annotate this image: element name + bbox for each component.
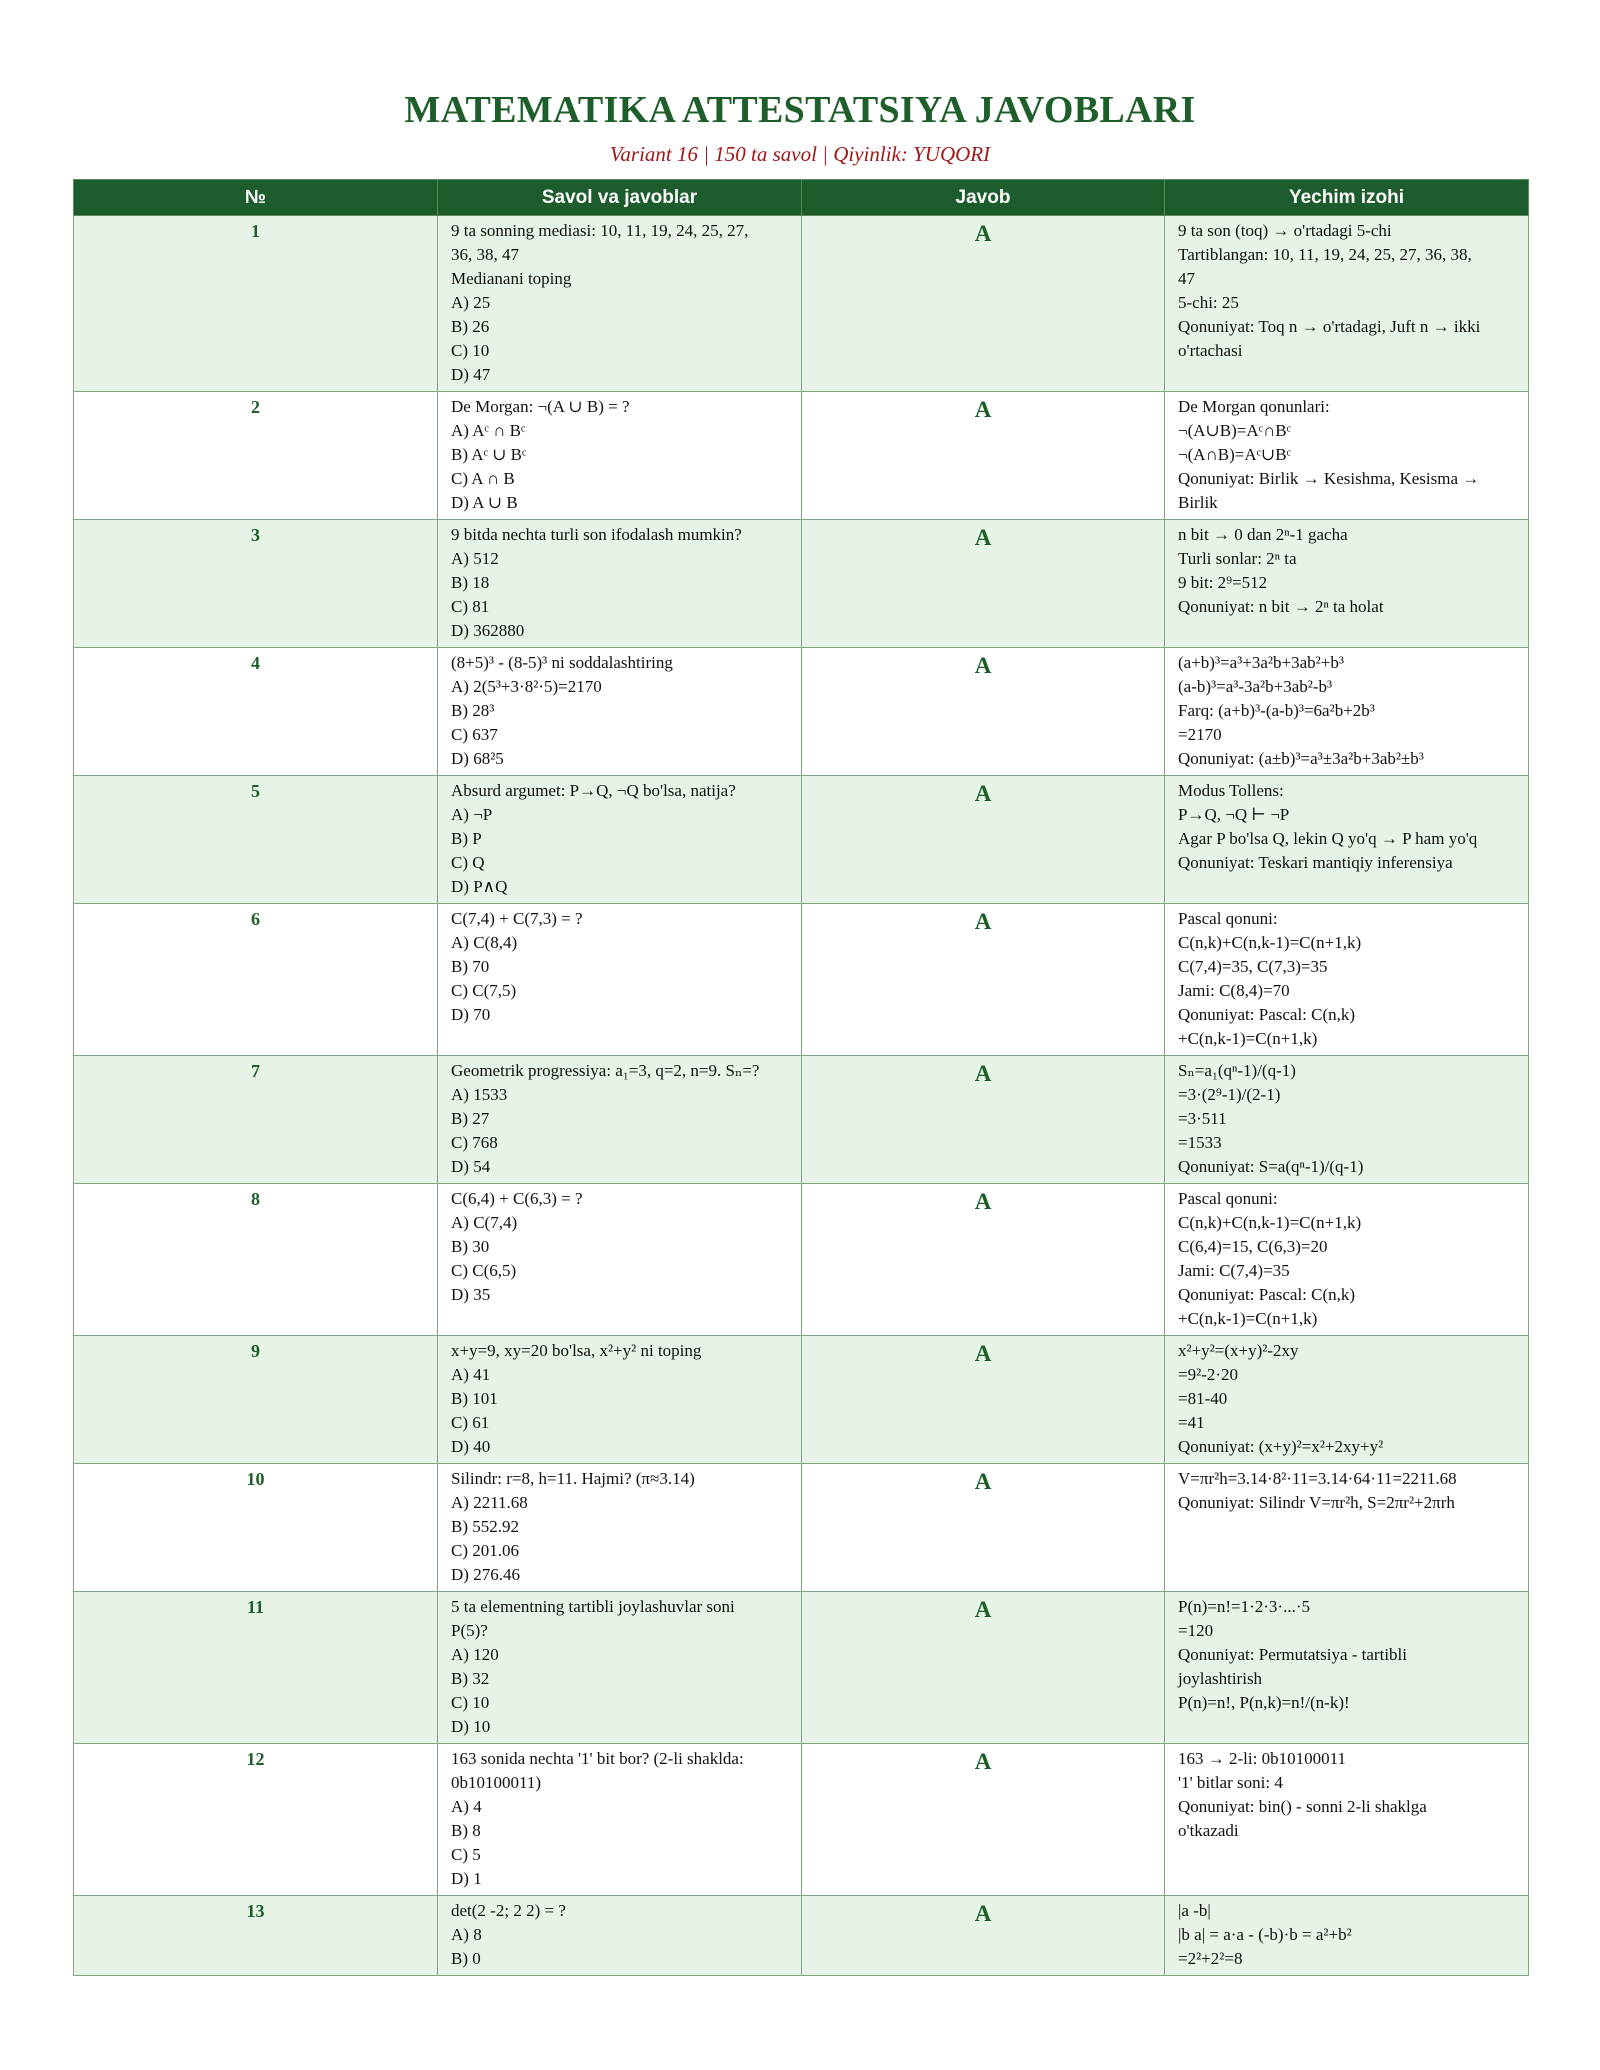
- answer-letter: A: [802, 1336, 1165, 1464]
- explanation-line: 9 ta son (toq) → o'rtadagi 5-chi: [1178, 221, 1392, 240]
- table-row: [74, 904, 1529, 1056]
- explanation-line: =1533: [1178, 1133, 1222, 1152]
- explanation-line: +C(n,k-1)=C(n+1,k): [1178, 1309, 1318, 1328]
- question-line: D) 70: [451, 1005, 491, 1024]
- question-line: B) Aᶜ ∪ Bᶜ: [451, 445, 527, 464]
- question-line: A) Aᶜ ∩ Bᶜ: [451, 421, 526, 440]
- question-line: A) ¬P: [451, 805, 493, 824]
- question-line: A) 2211.68: [451, 1493, 528, 1512]
- question-line: B) P: [451, 829, 482, 848]
- explanation-line: Qonuniyat: Pascal: C(n,k): [1178, 1285, 1356, 1304]
- explanation-line: V=πr²h=3.14·8²·11=3.14·64·11=2211.68: [1178, 1469, 1457, 1488]
- question-line: De Morgan: ¬(A ∪ B) = ?: [451, 397, 630, 416]
- explanation-line: ¬(A∪B)=Aᶜ∩Bᶜ: [1178, 421, 1291, 440]
- question-line: A) 1533: [451, 1085, 508, 1104]
- table-row: [74, 776, 1529, 904]
- explanation-cell: [1165, 520, 1529, 648]
- question-line: C(7,4) + C(7,3) = ?: [451, 909, 583, 928]
- explanation-line: |a -b|: [1178, 1901, 1211, 1920]
- explanation-line: P→Q, ¬Q ⊢ ¬P: [1178, 805, 1290, 824]
- question-line: 0b10100011): [451, 1773, 542, 1792]
- explanation-line: C(n,k)+C(n,k-1)=C(n+1,k): [1178, 1213, 1362, 1232]
- question-line: D) 54: [451, 1157, 491, 1176]
- question-line: A) C(8,4): [451, 933, 518, 952]
- explanation-line: 9 bit: 2⁹=512: [1178, 573, 1268, 592]
- table-row: [74, 1592, 1529, 1744]
- question-line: C) Q: [451, 853, 485, 872]
- question-number: 8: [74, 1184, 438, 1336]
- question-line: D) A ∪ B: [451, 493, 518, 512]
- table-row: [74, 1336, 1529, 1464]
- explanation-line: '1' bitlar soni: 4: [1178, 1773, 1283, 1792]
- explanation-line: P(n)=n!, P(n,k)=n!/(n-k)!: [1178, 1693, 1350, 1712]
- question-cell: [438, 520, 802, 648]
- explanation-line: Qonuniyat: Pascal: C(n,k): [1178, 1005, 1356, 1024]
- explanation-cell: [1165, 1744, 1529, 1896]
- answer-letter: A: [802, 1744, 1165, 1896]
- question-cell: [438, 1336, 802, 1464]
- question-line: C) 768: [451, 1133, 498, 1152]
- question-line: B) 0: [451, 1949, 481, 1968]
- explanation-line: 47: [1178, 269, 1195, 288]
- question-line: B) 70: [451, 957, 490, 976]
- question-line: B) 552.92: [451, 1517, 519, 1536]
- question-cell: [438, 904, 802, 1056]
- question-line: 9 ta sonning mediasi: 10, 11, 19, 24, 25, 27,: [451, 221, 749, 240]
- question-cell: [438, 648, 802, 776]
- answer-letter: A: [802, 520, 1165, 648]
- explanation-cell: [1165, 1184, 1529, 1336]
- question-line: C) A ∩ B: [451, 469, 515, 488]
- explanation-line: 163 → 2-li: 0b10100011: [1178, 1749, 1346, 1768]
- question-line: C) 10: [451, 1693, 490, 1712]
- question-number: 7: [74, 1056, 438, 1184]
- question-line: C) 10: [451, 341, 490, 360]
- question-line: B) 18: [451, 573, 490, 592]
- explanation-cell: [1165, 1056, 1529, 1184]
- question-line: C) C(6,5): [451, 1261, 517, 1280]
- question-cell: [438, 1592, 802, 1744]
- question-line: C(6,4) + C(6,3) = ?: [451, 1189, 583, 1208]
- question-cell: [438, 1184, 802, 1336]
- table-row: [74, 520, 1529, 648]
- explanation-cell: [1165, 216, 1529, 392]
- explanation-line: Pascal qonuni:: [1178, 909, 1278, 928]
- question-line: D) 47: [451, 365, 491, 384]
- question-number: 11: [74, 1592, 438, 1744]
- explanation-line: Qonuniyat: Toq n → o'rtadagi, Juft n → ikki: [1178, 317, 1481, 336]
- explanation-line: x²+y²=(x+y)²-2xy: [1178, 1341, 1299, 1360]
- explanation-line: |b a| = a·a - (-b)·b = a²+b²: [1178, 1925, 1352, 1944]
- question-line: C) 201.06: [451, 1541, 519, 1560]
- question-cell: [438, 1056, 802, 1184]
- question-line: B) 27: [451, 1109, 490, 1128]
- explanation-line: =3·511: [1178, 1109, 1227, 1128]
- explanation-line: =120: [1178, 1621, 1214, 1640]
- question-line: D) 10: [451, 1717, 491, 1736]
- explanation-line: o'tkazadi: [1178, 1821, 1239, 1840]
- question-line: D) 276.46: [451, 1565, 520, 1584]
- explanation-line: =81-40: [1178, 1389, 1228, 1408]
- question-line: 163 sonida nechta '1' bit bor? (2-li shaklda:: [451, 1749, 744, 1768]
- explanation-line: o'rtachasi: [1178, 341, 1243, 360]
- explanation-line: Qonuniyat: n bit → 2ⁿ ta holat: [1178, 597, 1384, 616]
- explanation-cell: [1165, 1896, 1529, 1976]
- question-line: B) 26: [451, 317, 490, 336]
- question-cell: [438, 1744, 802, 1896]
- answer-letter: A: [802, 392, 1165, 520]
- explanation-line: Agar P bo'lsa Q, lekin Q yo'q → P ham yo'q: [1178, 829, 1478, 848]
- question-number: 4: [74, 648, 438, 776]
- question-line: (8+5)³ - (8-5)³ ni soddalashtiring: [451, 653, 673, 672]
- question-cell: [438, 776, 802, 904]
- answer-letter: A: [802, 1184, 1165, 1336]
- explanation-line: Birlik: [1178, 493, 1218, 512]
- explanation-line: Qonuniyat: Silindr V=πr²h, S=2πr²+2πrh: [1178, 1493, 1455, 1512]
- question-line: 9 bitda nechta turli son ifodalash mumkin?: [451, 525, 742, 544]
- page-title: MATEMATIKA ATTESTATSIYA JAVOBLARI: [404, 89, 1196, 131]
- question-number: 3: [74, 520, 438, 648]
- table-row: [74, 1184, 1529, 1336]
- explanation-line: Qonuniyat: S=a(qⁿ-1)/(q-1): [1178, 1157, 1364, 1176]
- explanation-line: joylashtirish: [1178, 1669, 1263, 1688]
- explanation-line: De Morgan qonunlari:: [1178, 397, 1330, 416]
- table-row: [74, 1896, 1529, 1976]
- question-line: 5 ta elementning tartibli joylashuvlar soni: [451, 1597, 735, 1616]
- question-cell: [438, 1896, 802, 1976]
- answer-letter: A: [802, 1464, 1165, 1592]
- question-line: Geometrik progressiya: a₁=3, q=2, n=9. Sₙ=?: [451, 1061, 760, 1080]
- explanation-line: Qonuniyat: Teskari mantiqiy inferensiya: [1178, 853, 1453, 872]
- question-cell: [438, 392, 802, 520]
- question-number: 10: [74, 1464, 438, 1592]
- explanation-line: C(6,4)=15, C(6,3)=20: [1178, 1237, 1328, 1256]
- question-number: 5: [74, 776, 438, 904]
- question-line: B) 8: [451, 1821, 481, 1840]
- answer-letter: A: [802, 648, 1165, 776]
- explanation-line: Qonuniyat: Birlik → Kesishma, Kesisma →: [1178, 469, 1480, 488]
- explanation-line: n bit → 0 dan 2ⁿ-1 gacha: [1178, 525, 1348, 544]
- question-line: D) 1: [451, 1869, 482, 1888]
- explanation-line: =9²-2·20: [1178, 1365, 1239, 1384]
- explanation-cell: [1165, 392, 1529, 520]
- table-row: [74, 1744, 1529, 1896]
- question-line: x+y=9, xy=20 bo'lsa, x²+y² ni toping: [451, 1341, 702, 1360]
- explanation-line: Farq: (a+b)³-(a-b)³=6a²b+2b³: [1178, 701, 1375, 720]
- explanation-cell: [1165, 1464, 1529, 1592]
- explanation-cell: [1165, 1592, 1529, 1744]
- table-row: [74, 648, 1529, 776]
- explanation-line: Qonuniyat: (a±b)³=a³±3a²b+3ab²±b³: [1178, 749, 1424, 768]
- explanation-cell: [1165, 904, 1529, 1056]
- question-number: 12: [74, 1744, 438, 1896]
- question-line: det(2 -2; 2 2) = ?: [451, 1901, 566, 1920]
- question-line: A) 25: [451, 293, 491, 312]
- question-line: C) 81: [451, 597, 490, 616]
- question-line: Silindr: r=8, h=11. Hajmi? (π≈3.14): [451, 1469, 695, 1488]
- table-row: [74, 216, 1529, 392]
- header-number: №: [74, 180, 438, 216]
- question-line: D) 35: [451, 1285, 491, 1304]
- table-header-row: [74, 180, 1529, 216]
- answer-letter: A: [802, 1592, 1165, 1744]
- question-number: 9: [74, 1336, 438, 1464]
- question-line: 36, 38, 47: [451, 245, 519, 264]
- explanation-line: Pascal qonuni:: [1178, 1189, 1278, 1208]
- table-row: [74, 392, 1529, 520]
- question-line: A) 120: [451, 1645, 499, 1664]
- question-line: A) C(7,4): [451, 1213, 518, 1232]
- explanation-line: Jami: C(7,4)=35: [1178, 1261, 1290, 1280]
- question-line: D) 362880: [451, 621, 525, 640]
- question-line: C) 61: [451, 1413, 490, 1432]
- header-explanation: Yechim izohi: [1165, 180, 1529, 216]
- question-cell: [438, 216, 802, 392]
- question-cell: [438, 1464, 802, 1592]
- answers-table: [73, 179, 1529, 1976]
- question-line: D) P∧Q: [451, 877, 508, 896]
- explanation-line: =2170: [1178, 725, 1222, 744]
- explanation-line: Tartiblangan: 10, 11, 19, 24, 25, 27, 36, 38,: [1178, 245, 1472, 264]
- question-line: A) 41: [451, 1365, 491, 1384]
- explanation-line: =2²+2²=8: [1178, 1949, 1243, 1968]
- answer-letter: A: [802, 1896, 1165, 1976]
- question-line: B) 30: [451, 1237, 490, 1256]
- question-line: D) 40: [451, 1437, 491, 1456]
- header-question: Savol va javoblar: [438, 180, 802, 216]
- question-line: P(5)?: [451, 1621, 488, 1640]
- header-answer: Javob: [802, 180, 1165, 216]
- explanation-line: Modus Tollens:: [1178, 781, 1284, 800]
- explanation-line: =3·(2⁹-1)/(2-1): [1178, 1085, 1281, 1104]
- question-line: C) C(7,5): [451, 981, 517, 1000]
- question-line: C) 637: [451, 725, 498, 744]
- question-line: A) 4: [451, 1797, 482, 1816]
- page-subtitle: Variant 16 | 150 ta savol | Qiyinlik: YUQORI: [609, 142, 991, 166]
- answer-letter: A: [802, 216, 1165, 392]
- explanation-line: Turli sonlar: 2ⁿ ta: [1178, 549, 1297, 568]
- explanation-cell: [1165, 776, 1529, 904]
- explanation-line: (a+b)³=a³+3a²b+3ab²+b³: [1178, 653, 1344, 672]
- explanation-cell: [1165, 648, 1529, 776]
- question-number: 13: [74, 1896, 438, 1976]
- explanation-line: C(n,k)+C(n,k-1)=C(n+1,k): [1178, 933, 1362, 952]
- explanation-cell: [1165, 1336, 1529, 1464]
- explanation-line: ¬(A∩B)=Aᶜ∪Bᶜ: [1178, 445, 1291, 464]
- question-line: A) 2(5³+3·8²·5)=2170: [451, 677, 602, 696]
- explanation-line: Sₙ=a₁(qⁿ-1)/(q-1): [1178, 1061, 1296, 1080]
- explanation-line: +C(n,k-1)=C(n+1,k): [1178, 1029, 1318, 1048]
- explanation-line: Jami: C(8,4)=70: [1178, 981, 1290, 1000]
- explanation-line: P(n)=n!=1·2·3·...·5: [1178, 1597, 1311, 1616]
- explanation-line: 5-chi: 25: [1178, 293, 1239, 312]
- answer-letter: A: [802, 1056, 1165, 1184]
- question-number: 1: [74, 216, 438, 392]
- answer-letter: A: [802, 904, 1165, 1056]
- answer-letter: A: [802, 776, 1165, 904]
- question-line: D) 68²5: [451, 749, 504, 768]
- question-line: A) 512: [451, 549, 499, 568]
- table-row: [74, 1464, 1529, 1592]
- explanation-line: =41: [1178, 1413, 1205, 1432]
- table-body: [74, 216, 1529, 1976]
- question-line: A) 8: [451, 1925, 482, 1944]
- question-number: 6: [74, 904, 438, 1056]
- question-line: B) 28³: [451, 701, 495, 720]
- question-line: C) 5: [451, 1845, 481, 1864]
- question-line: B) 101: [451, 1389, 498, 1408]
- explanation-line: Qonuniyat: (x+y)²=x²+2xy+y²: [1178, 1437, 1384, 1456]
- question-line: Absurd argumet: P→Q, ¬Q bo'lsa, natija?: [451, 781, 736, 800]
- explanation-line: (a-b)³=a³-3a²b+3ab²-b³: [1178, 677, 1333, 696]
- explanation-line: C(7,4)=35, C(7,3)=35: [1178, 957, 1328, 976]
- explanation-line: Qonuniyat: bin() - sonni 2-li shaklga: [1178, 1797, 1427, 1816]
- table-row: [74, 1056, 1529, 1184]
- question-line: B) 32: [451, 1669, 490, 1688]
- question-number: 2: [74, 392, 438, 520]
- explanation-line: Qonuniyat: Permutatsiya - tartibli: [1178, 1645, 1407, 1664]
- question-line: Medianani toping: [451, 269, 572, 288]
